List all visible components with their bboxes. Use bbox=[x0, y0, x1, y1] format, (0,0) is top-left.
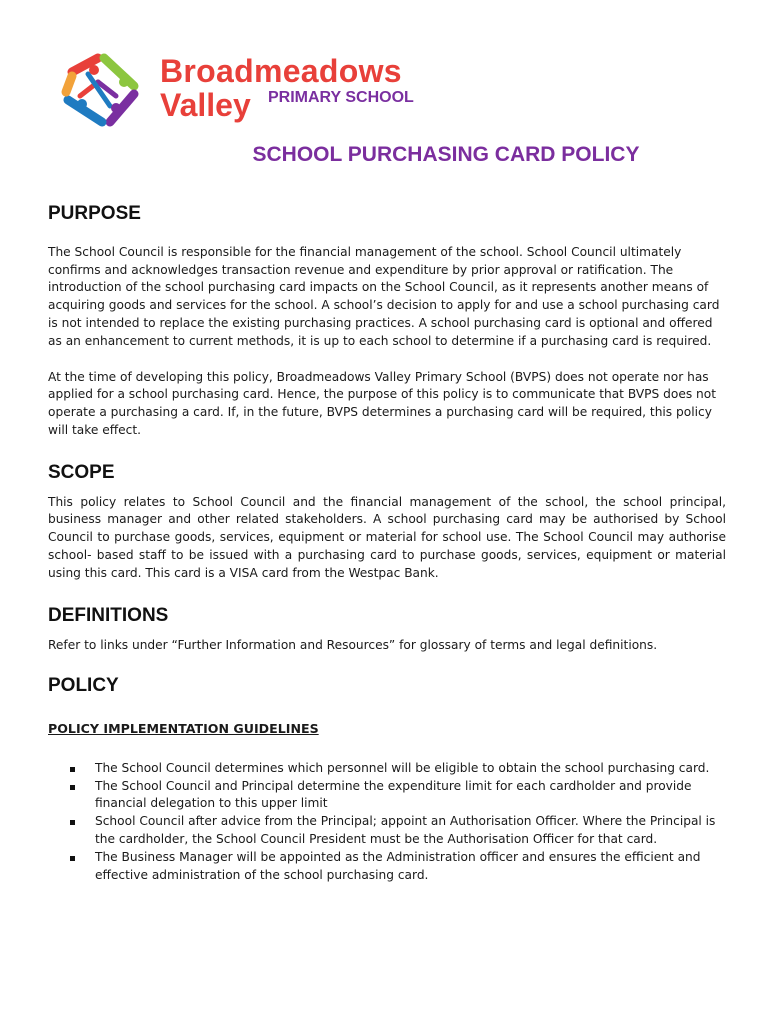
purpose-heading: PURPOSE bbox=[48, 203, 141, 224]
logo-subtitle: PRIMARY SCHOOL bbox=[268, 89, 414, 106]
scope-section bbox=[48, 461, 726, 583]
policy-heading: POLICY bbox=[48, 675, 119, 697]
scope-paragraph: This policy relates to School Council and the financial management of the school, the school principal, business manager and other related stakeholders. A school purchasing card may be authorised by School Council to purchase goods, services, equipment or material for school use. The School Council may authorise school- based staff to be issued with a purchasing card to purchase goods, services, equipment or material using this card. This card is a VISA card from the Westpac Bank. bbox=[48, 494, 726, 580]
list-item bbox=[48, 778, 726, 814]
bullet-icon bbox=[70, 856, 75, 861]
list-item-text: The School Council determines which personnel will be eligible to obtain the school purchasing card. bbox=[95, 760, 710, 775]
purpose-paragraph-2: At the time of developing this policy, Broadmeadows Valley Primary School (BVPS) does not operate nor has applied for a school purchasing card. Hence, the purpose of this policy is to communicate that BVPS does not operate a purchasing a card. If, in the future, BVPS determines a purchasing card will be required, this policy will take effect. bbox=[48, 369, 716, 437]
definitions-paragraph: Refer to links under “Further Information and Resources” for glossary of terms and legal definitions. bbox=[48, 638, 658, 653]
policy-section bbox=[48, 677, 726, 884]
policy-guidelines-list bbox=[48, 760, 726, 885]
list-item-text: School Council after advice from the Principal; appoint an Authorisation Officer. Where the Principal is the cardholder, the School Council President must be the Authorisation Officer for that card. bbox=[95, 814, 716, 846]
list-item bbox=[48, 849, 726, 885]
list-item bbox=[48, 813, 726, 849]
list-item-text: The School Council and Principal determine the expenditure limit for each cardholder and provide financial delegation to this upper limit bbox=[95, 778, 692, 811]
list-item bbox=[48, 760, 726, 778]
school-logo bbox=[58, 52, 438, 132]
definitions-section bbox=[48, 604, 726, 656]
bullet-icon bbox=[70, 785, 75, 790]
document-body bbox=[48, 205, 726, 884]
policy-guidelines-subheading: POLICY IMPLEMENTATION GUIDELINES bbox=[48, 720, 319, 736]
bullet-icon bbox=[70, 820, 75, 825]
bullet-icon bbox=[70, 767, 75, 772]
purpose-paragraph-1: The School Council is responsible for the financial management of the school. School Council ultimately confirms and acknowledges transaction revenue and expenditure by prior approval or ratification. The introduction of the school purchasing card impacts on the School Council, as it represents another means of acquiring goods and services for the school. A school’s decision to apply for and use a school purchasing card is not intended to replace the existing purchasing practices. A school purchasing card is optional and offered as an enhancement to current methods, it is up to each school to determine if a purchasing card is required. bbox=[48, 244, 720, 348]
scope-heading: SCOPE bbox=[48, 461, 115, 483]
logo-name-line2: Valley bbox=[160, 87, 251, 123]
definitions-heading: DEFINITIONS bbox=[48, 604, 169, 626]
school-logo-mark bbox=[58, 52, 142, 128]
purpose-section bbox=[48, 205, 726, 440]
document-title: SCHOOL PURCHASING CARD POLICY bbox=[252, 143, 640, 166]
logo-name-line1: Broadmeadows bbox=[160, 53, 402, 89]
list-item-text: The Business Manager will be appointed as the Administration officer and ensures the efficient and effective administration of the school purchasing card. bbox=[95, 849, 701, 882]
